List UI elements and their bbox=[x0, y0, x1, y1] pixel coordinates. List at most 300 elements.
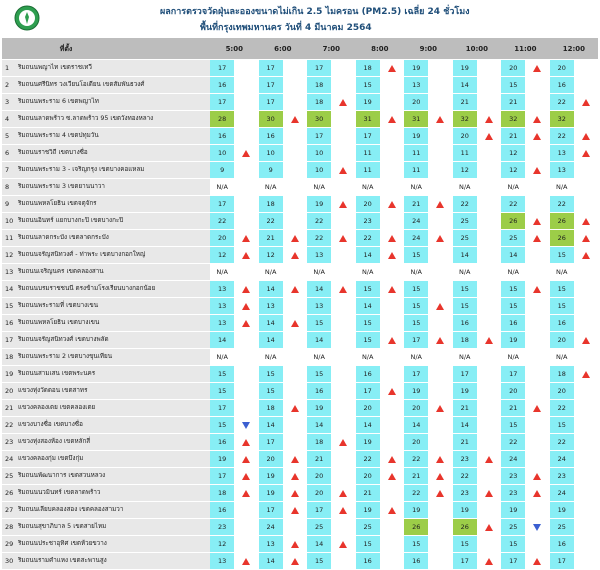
trend-up-icon bbox=[242, 150, 250, 157]
trend-cell bbox=[477, 145, 501, 162]
table-row bbox=[2, 145, 598, 162]
trend-cell bbox=[525, 94, 549, 111]
trend-up-icon bbox=[388, 252, 396, 259]
table-row bbox=[2, 128, 598, 145]
trend-cell bbox=[331, 162, 355, 179]
report-title: ผลการตรวจวัดฝุ่นละอองขนาดไม่เกิน 2.5 ไมครอน (PM2.5) เฉลี่ย 24 ชั่วโมง bbox=[160, 7, 470, 17]
trend-cell bbox=[380, 434, 404, 451]
trend-cell bbox=[283, 230, 307, 247]
trend-cell bbox=[574, 366, 598, 383]
pm25-value: 19 bbox=[356, 94, 380, 111]
table-row bbox=[2, 60, 598, 77]
table-row bbox=[2, 162, 598, 179]
row-number: 7 bbox=[2, 162, 16, 179]
trend-cell bbox=[477, 179, 501, 196]
pm25-value: 14 bbox=[356, 298, 380, 315]
trend-cell bbox=[380, 264, 404, 281]
pm25-value: 13 bbox=[210, 298, 234, 315]
table-row bbox=[2, 468, 598, 485]
pm25-value: 14 bbox=[259, 332, 283, 349]
pm25-value: 18 bbox=[453, 332, 477, 349]
pm25-value: 10 bbox=[210, 145, 234, 162]
pm25-value: 11 bbox=[404, 162, 428, 179]
trend-up-icon bbox=[291, 473, 299, 480]
trend-cell bbox=[525, 162, 549, 179]
trend-cell bbox=[331, 94, 355, 111]
trend-up-icon bbox=[242, 303, 250, 310]
station-name: ริมถนนสุขาภิบาล 5 เขตสายไหม bbox=[16, 519, 210, 536]
table-row bbox=[2, 315, 598, 332]
trend-down-icon bbox=[533, 524, 541, 531]
pm25-value: N/A bbox=[404, 349, 428, 366]
pm25-value: 14 bbox=[259, 281, 283, 298]
pm25-value: 15 bbox=[404, 281, 428, 298]
trend-cell bbox=[331, 553, 355, 570]
pm25-value: N/A bbox=[307, 349, 331, 366]
pm25-value: 23 bbox=[210, 519, 234, 536]
pm25-value: N/A bbox=[501, 264, 525, 281]
pm25-value: 16 bbox=[259, 128, 283, 145]
trend-cell bbox=[283, 94, 307, 111]
pm25-value: 17 bbox=[259, 434, 283, 451]
trend-cell bbox=[574, 77, 598, 94]
station-name: ริมถนนพัฒนาการ เขตสวนหลวง bbox=[16, 468, 210, 485]
trend-cell bbox=[283, 451, 307, 468]
pm25-value: N/A bbox=[259, 349, 283, 366]
pm25-value: 13 bbox=[259, 298, 283, 315]
table-row bbox=[2, 502, 598, 519]
trend-up-icon bbox=[291, 286, 299, 293]
table-row bbox=[2, 536, 598, 553]
pm25-value: 26 bbox=[501, 213, 525, 230]
trend-cell bbox=[477, 111, 501, 128]
time-header: 12:00 bbox=[550, 38, 599, 60]
table-row bbox=[2, 77, 598, 94]
pm25-value: 15 bbox=[259, 366, 283, 383]
pm25-value: 15 bbox=[356, 536, 380, 553]
trend-up-icon bbox=[388, 116, 396, 123]
row-number: 12 bbox=[2, 247, 16, 264]
trend-cell bbox=[477, 349, 501, 366]
trend-cell bbox=[234, 128, 258, 145]
pm25-value: 30 bbox=[307, 111, 331, 128]
trend-cell bbox=[331, 60, 355, 77]
pm25-value: 20 bbox=[550, 383, 574, 400]
row-number: 30 bbox=[2, 553, 16, 570]
trend-up-icon bbox=[485, 490, 493, 497]
trend-cell bbox=[428, 230, 452, 247]
trend-up-icon bbox=[388, 456, 396, 463]
report-subtitle: พื้นที่กรุงเทพมหานคร วันที่ 4 มีนาคม 2564 bbox=[200, 23, 372, 33]
row-number: 11 bbox=[2, 230, 16, 247]
trend-cell bbox=[283, 264, 307, 281]
trend-cell bbox=[477, 162, 501, 179]
trend-cell bbox=[574, 247, 598, 264]
trend-cell bbox=[234, 383, 258, 400]
trend-cell bbox=[331, 247, 355, 264]
trend-cell bbox=[234, 145, 258, 162]
pm25-value: 15 bbox=[550, 281, 574, 298]
trend-up-icon bbox=[582, 99, 590, 106]
pm25-value: 23 bbox=[453, 451, 477, 468]
trend-cell bbox=[234, 60, 258, 77]
trend-up-icon bbox=[582, 150, 590, 157]
pm25-value: 31 bbox=[356, 111, 380, 128]
pm25-value: 16 bbox=[550, 536, 574, 553]
trend-up-icon bbox=[242, 558, 250, 565]
pm25-value: 16 bbox=[356, 553, 380, 570]
trend-cell bbox=[234, 536, 258, 553]
pm25-value: 13 bbox=[210, 315, 234, 332]
trend-cell bbox=[234, 111, 258, 128]
pm25-value: 13 bbox=[307, 298, 331, 315]
pm25-value: 20 bbox=[404, 94, 428, 111]
pm25-value: 17 bbox=[501, 553, 525, 570]
pm25-value: 13 bbox=[307, 247, 331, 264]
table-row bbox=[2, 179, 598, 196]
pm25-value: 13 bbox=[259, 536, 283, 553]
trend-cell bbox=[283, 145, 307, 162]
pm25-value: N/A bbox=[307, 264, 331, 281]
trend-cell bbox=[283, 77, 307, 94]
trend-up-icon bbox=[339, 439, 347, 446]
trend-cell bbox=[525, 315, 549, 332]
trend-cell bbox=[525, 298, 549, 315]
trend-cell bbox=[525, 60, 549, 77]
trend-up-icon bbox=[533, 167, 541, 174]
pm25-value: 22 bbox=[356, 230, 380, 247]
trend-up-icon bbox=[242, 252, 250, 259]
pm25-value: N/A bbox=[453, 264, 477, 281]
trend-cell bbox=[283, 298, 307, 315]
trend-cell bbox=[428, 247, 452, 264]
time-header: 5:00 bbox=[210, 38, 259, 60]
pm25-value: 22 bbox=[259, 213, 283, 230]
trend-cell bbox=[331, 77, 355, 94]
trend-up-icon bbox=[485, 558, 493, 565]
trend-cell bbox=[574, 179, 598, 196]
trend-cell bbox=[525, 366, 549, 383]
trend-cell bbox=[574, 383, 598, 400]
trend-cell bbox=[477, 264, 501, 281]
pm25-value: 19 bbox=[307, 400, 331, 417]
pm25-value: 25 bbox=[453, 230, 477, 247]
pm25-value: 16 bbox=[356, 366, 380, 383]
pm25-value: 25 bbox=[307, 519, 331, 536]
pm25-value: 14 bbox=[453, 247, 477, 264]
pm25-value: 22 bbox=[453, 196, 477, 213]
pm25-value: 10 bbox=[307, 145, 331, 162]
trend-cell bbox=[525, 77, 549, 94]
table-row bbox=[2, 553, 598, 570]
pm25-value: N/A bbox=[550, 179, 574, 196]
pm25-value: 23 bbox=[501, 485, 525, 502]
trend-cell bbox=[380, 230, 404, 247]
pm25-value: 16 bbox=[210, 128, 234, 145]
trend-cell bbox=[380, 468, 404, 485]
pm25-value: 25 bbox=[453, 213, 477, 230]
pm25-value: 17 bbox=[404, 332, 428, 349]
pm25-value: 14 bbox=[404, 417, 428, 434]
trend-cell bbox=[477, 485, 501, 502]
pm25-value: 17 bbox=[404, 366, 428, 383]
trend-cell bbox=[283, 60, 307, 77]
pm25-value: 26 bbox=[404, 519, 428, 536]
trend-cell bbox=[574, 145, 598, 162]
pm25-value: 17 bbox=[259, 77, 283, 94]
pm25-value: 14 bbox=[307, 332, 331, 349]
trend-up-icon bbox=[582, 235, 590, 242]
trend-cell bbox=[574, 230, 598, 247]
pm25-value: 10 bbox=[307, 162, 331, 179]
trend-cell bbox=[234, 247, 258, 264]
time-header: 7:00 bbox=[307, 38, 356, 60]
trend-cell bbox=[380, 179, 404, 196]
trend-cell bbox=[283, 213, 307, 230]
pm25-value: 12 bbox=[453, 162, 477, 179]
trend-cell bbox=[283, 553, 307, 570]
pm25-value: 16 bbox=[210, 77, 234, 94]
trend-cell bbox=[525, 468, 549, 485]
trend-cell bbox=[428, 298, 452, 315]
pm25-value: 15 bbox=[501, 417, 525, 434]
trend-cell bbox=[234, 179, 258, 196]
trend-up-icon bbox=[436, 337, 444, 344]
row-number: 19 bbox=[2, 366, 16, 383]
trend-cell bbox=[525, 485, 549, 502]
trend-up-icon bbox=[436, 235, 444, 242]
station-name: แขวงทุ่งสองห้อง เขตหลักสี่ bbox=[16, 434, 210, 451]
pm25-value: 25 bbox=[356, 519, 380, 536]
station-name: แขวงทุ่งวัดดอน เขตสาทร bbox=[16, 383, 210, 400]
trend-cell bbox=[574, 451, 598, 468]
trend-up-icon bbox=[582, 371, 590, 378]
trend-cell bbox=[331, 128, 355, 145]
trend-cell bbox=[380, 128, 404, 145]
station-name: แขวงคลองกุ่ม เขตบึงกุ่ม bbox=[16, 451, 210, 468]
table-row bbox=[2, 366, 598, 383]
pm25-value: 20 bbox=[307, 485, 331, 502]
trend-cell bbox=[428, 145, 452, 162]
time-header: 10:00 bbox=[453, 38, 502, 60]
pm25-value: 17 bbox=[307, 502, 331, 519]
pm25-value: 16 bbox=[501, 315, 525, 332]
pm25-value: 18 bbox=[550, 366, 574, 383]
pm25-value: N/A bbox=[501, 349, 525, 366]
pm25-value: 25 bbox=[550, 519, 574, 536]
trend-up-icon bbox=[242, 320, 250, 327]
trend-cell bbox=[234, 451, 258, 468]
trend-up-icon bbox=[291, 490, 299, 497]
time-header: 6:00 bbox=[259, 38, 308, 60]
trend-cell bbox=[380, 332, 404, 349]
trend-cell bbox=[477, 417, 501, 434]
trend-cell bbox=[525, 434, 549, 451]
pm25-value: 18 bbox=[259, 196, 283, 213]
pm25-value: 20 bbox=[259, 451, 283, 468]
trend-cell bbox=[428, 417, 452, 434]
pm25-value: 22 bbox=[550, 196, 574, 213]
trend-cell bbox=[283, 400, 307, 417]
pm25-value: 20 bbox=[356, 400, 380, 417]
pm25-value: 24 bbox=[404, 230, 428, 247]
pm25-value: 19 bbox=[550, 502, 574, 519]
pm25-value: 16 bbox=[550, 77, 574, 94]
pm25-value: 21 bbox=[307, 451, 331, 468]
row-number: 1 bbox=[2, 60, 16, 77]
trend-up-icon bbox=[339, 167, 347, 174]
trend-up-icon bbox=[339, 490, 347, 497]
pm25-value: 13 bbox=[550, 162, 574, 179]
pm25-value: N/A bbox=[453, 349, 477, 366]
trend-cell bbox=[283, 162, 307, 179]
pm25-value: 18 bbox=[210, 485, 234, 502]
trend-cell bbox=[574, 60, 598, 77]
pm25-value: N/A bbox=[501, 179, 525, 196]
trend-up-icon bbox=[388, 65, 396, 72]
trend-cell bbox=[428, 264, 452, 281]
pm25-value: 17 bbox=[550, 553, 574, 570]
trend-up-icon bbox=[485, 456, 493, 463]
trend-cell bbox=[428, 519, 452, 536]
pm25-value: 20 bbox=[307, 468, 331, 485]
trend-cell bbox=[428, 111, 452, 128]
row-number: 22 bbox=[2, 417, 16, 434]
pm25-value: 21 bbox=[453, 434, 477, 451]
pm25-value: 20 bbox=[210, 230, 234, 247]
table-row bbox=[2, 213, 598, 230]
row-number: 26 bbox=[2, 485, 16, 502]
trend-cell bbox=[428, 281, 452, 298]
trend-cell bbox=[428, 502, 452, 519]
trend-cell bbox=[283, 315, 307, 332]
trend-up-icon bbox=[436, 303, 444, 310]
pm25-value: 12 bbox=[501, 145, 525, 162]
trend-cell bbox=[574, 349, 598, 366]
pm25-value: 12 bbox=[259, 247, 283, 264]
trend-up-icon bbox=[436, 490, 444, 497]
trend-cell bbox=[380, 485, 404, 502]
trend-cell bbox=[574, 536, 598, 553]
trend-up-icon bbox=[339, 99, 347, 106]
row-number: 21 bbox=[2, 400, 16, 417]
trend-cell bbox=[428, 179, 452, 196]
trend-cell bbox=[477, 281, 501, 298]
pm25-value: 22 bbox=[453, 468, 477, 485]
station-name: ริมถนนประชาอุทิศ เขตห้วยขวาง bbox=[16, 536, 210, 553]
trend-up-icon bbox=[388, 201, 396, 208]
pm25-value: 21 bbox=[404, 196, 428, 213]
pm25-value: 15 bbox=[356, 77, 380, 94]
row-number: 15 bbox=[2, 298, 16, 315]
trend-up-icon bbox=[582, 337, 590, 344]
trend-cell bbox=[574, 315, 598, 332]
station-name: ริมถนนพหลโยธิน เขตบางเขน bbox=[16, 315, 210, 332]
pm25-value: 15 bbox=[259, 383, 283, 400]
trend-cell bbox=[234, 349, 258, 366]
trend-cell bbox=[380, 196, 404, 213]
trend-cell bbox=[477, 383, 501, 400]
trend-cell bbox=[525, 451, 549, 468]
pm25-value: 20 bbox=[356, 196, 380, 213]
pm25-value: 31 bbox=[404, 111, 428, 128]
pm25-value: 16 bbox=[550, 315, 574, 332]
pm25-value: 15 bbox=[550, 247, 574, 264]
time-header: 8:00 bbox=[356, 38, 405, 60]
bangkok-seal-icon bbox=[14, 3, 40, 33]
table-row bbox=[2, 281, 598, 298]
pm25-value: 17 bbox=[501, 366, 525, 383]
pm25-value: 14 bbox=[501, 247, 525, 264]
trend-cell bbox=[331, 451, 355, 468]
trend-cell bbox=[234, 366, 258, 383]
trend-up-icon bbox=[291, 541, 299, 548]
trend-cell bbox=[380, 502, 404, 519]
pm25-value: 20 bbox=[501, 60, 525, 77]
station-name: ริมถนนพหลโยธิน เขตจตุจักร bbox=[16, 196, 210, 213]
trend-cell bbox=[331, 485, 355, 502]
pm25-value: 15 bbox=[210, 383, 234, 400]
pm25-value: 17 bbox=[453, 366, 477, 383]
pm25-value: 12 bbox=[501, 162, 525, 179]
trend-up-icon bbox=[388, 473, 396, 480]
trend-cell bbox=[331, 417, 355, 434]
pm25-value: 22 bbox=[550, 400, 574, 417]
trend-cell bbox=[380, 247, 404, 264]
trend-cell bbox=[283, 281, 307, 298]
pm25-value: 32 bbox=[550, 111, 574, 128]
pm25-value: 24 bbox=[550, 485, 574, 502]
trend-cell bbox=[331, 179, 355, 196]
trend-up-icon bbox=[533, 558, 541, 565]
pm25-value: 20 bbox=[550, 332, 574, 349]
trend-cell bbox=[525, 111, 549, 128]
row-number: 24 bbox=[2, 451, 16, 468]
pm25-value: 19 bbox=[259, 468, 283, 485]
pm25-value: 17 bbox=[356, 383, 380, 400]
pm25-value: 9 bbox=[210, 162, 234, 179]
station-name: ริมถนนพระรามที่ เขตบางเขน bbox=[16, 298, 210, 315]
trend-up-icon bbox=[436, 201, 444, 208]
pm25-value: 15 bbox=[210, 366, 234, 383]
pm25-value: 15 bbox=[550, 417, 574, 434]
pm25-value: 15 bbox=[501, 298, 525, 315]
trend-cell bbox=[525, 383, 549, 400]
trend-cell bbox=[283, 434, 307, 451]
trend-cell bbox=[525, 332, 549, 349]
trend-cell bbox=[331, 264, 355, 281]
trend-cell bbox=[525, 230, 549, 247]
trend-cell bbox=[234, 553, 258, 570]
pm25-value: 24 bbox=[404, 213, 428, 230]
trend-cell bbox=[574, 332, 598, 349]
trend-cell bbox=[331, 111, 355, 128]
pm25-value: 22 bbox=[404, 451, 428, 468]
trend-cell bbox=[234, 196, 258, 213]
trend-cell bbox=[283, 468, 307, 485]
trend-cell bbox=[234, 434, 258, 451]
pm25-value: 14 bbox=[259, 315, 283, 332]
trend-cell bbox=[331, 315, 355, 332]
trend-cell bbox=[380, 400, 404, 417]
trend-cell bbox=[525, 349, 549, 366]
pm25-value: 14 bbox=[356, 417, 380, 434]
pm25-value: 22 bbox=[550, 434, 574, 451]
trend-cell bbox=[428, 383, 452, 400]
pm25-value: N/A bbox=[210, 264, 234, 281]
row-number: 9 bbox=[2, 196, 16, 213]
location-header: ที่ตั้ง bbox=[2, 38, 210, 60]
